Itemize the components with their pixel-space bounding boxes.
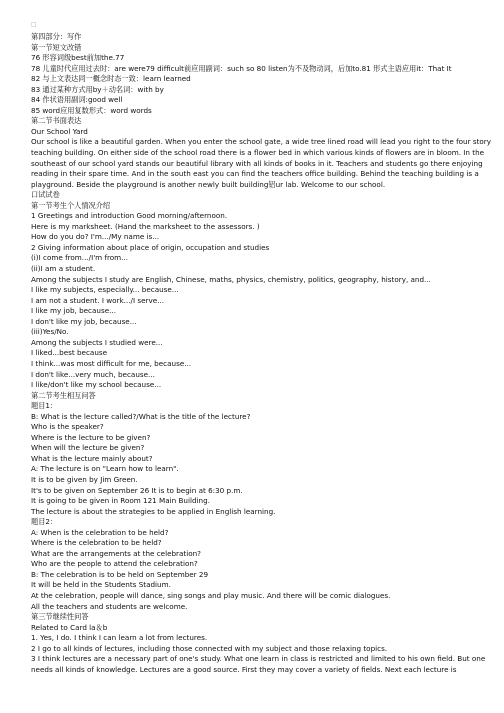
text-line: I am not a student. I work.../I serve...	[31, 295, 165, 305]
text-line: 第一节考生个人情况介绍	[31, 200, 111, 210]
text-line: I like my subjects, especially... because...	[31, 285, 179, 295]
school-yard-paragraph: Our school is like a beautiful garden. When you enter the school gate, a wide tree lined road will lead you right to the four story teaching building. On either side of the school road there is a flower bed in which various kinds of flowers are in bloom. In the southeast of our school yard stands our beautiful library with all kinds of books in it. Teachers and students go there enjoying reading in their spare time. And in the south east you can find the teachers office building. Behind the teaching building is a playground. Beside the playground is another newly built building铝ur lab. Welcome to our school.	[31, 137, 491, 189]
document-body	[31, 32, 491, 675]
text-line: What is the lecture mainly about?	[31, 453, 153, 463]
text-line: It is to be given by Jim Green.	[31, 474, 138, 484]
text-line: 第二节考生相互问答	[31, 390, 96, 400]
text-line: 2 Giving information about place of origin, occupation and studies	[31, 242, 270, 252]
text-line: B: What is the lecture called?/What is the title of the lecture?	[31, 411, 251, 421]
text-line: 口试试卷	[31, 190, 60, 200]
text-line: (ii)I am a student.	[31, 264, 96, 274]
text-line: 1 Greetings and introduction Good morning/afternoon.	[31, 211, 228, 221]
text-line: (i)I come from.../I'm from...	[31, 253, 129, 263]
text-line: B: The celebration is to be held on September 29	[31, 569, 209, 579]
text-line: 第三节继续性问答	[31, 612, 89, 622]
text-line: I like/don't like my school because...	[31, 380, 162, 390]
text-line: 第一节短文改错	[31, 42, 82, 52]
text-line: It's to be given on September 26 It is to begin at 6:30 p.m.	[31, 485, 243, 495]
text-line: 第二节书面表达	[31, 116, 82, 126]
text-line: I think...was most difficult for me, because...	[31, 358, 192, 368]
text-line: 题目2：	[31, 517, 58, 527]
text-line: 82 与上文表达同一概念时态一致：learn learned	[31, 74, 191, 84]
text-line: When will the lecture be given?	[31, 443, 145, 453]
text-line: 84 作状语用副词:good well	[31, 95, 123, 105]
text-line: 题目1：	[31, 401, 58, 411]
text-line: 78 儿童时代应用过去时：are were79 difficult前应用副词：such so 80 listen为不及物动词，后加to.81 形式主语应用it：That It	[31, 63, 452, 73]
text-line: (iii)Yes/No.	[31, 327, 69, 337]
text-line: 2 I go to all kinds of lectures, including those connected with my subject and those relaxing topics.	[31, 643, 388, 653]
text-line: I like my job, because...	[31, 306, 116, 316]
text-line: 85 word应用复数形式：word words	[31, 105, 152, 115]
text-line: All the teachers and students are welcome.	[31, 601, 188, 611]
text-line: 76 形容词级best前加the.77	[31, 53, 125, 63]
text-line: 83 通过某种方式用by＋动名词：with by	[31, 84, 164, 94]
text-line: What are the arrangements at the celebration?	[31, 548, 202, 558]
text-line: A: When is the celebration to be held?	[31, 527, 169, 537]
text-line: 第四部分：写作	[31, 32, 82, 41]
page-marker: □	[31, 21, 37, 28]
text-line: I liked...best because	[31, 348, 108, 358]
text-line: How do you do? I'm.../My name is...	[31, 232, 160, 242]
text-line: I don't like my job, because...	[31, 316, 137, 326]
text-line: Our School Yard	[31, 126, 88, 136]
text-line: 1. Yes, I do. I think I can learn a lot from lectures.	[31, 633, 208, 643]
middle-section	[31, 190, 491, 654]
text-line: A: The lecture is on "Learn how to learn".	[31, 464, 179, 474]
text-line: I don't like...very much, because...	[31, 369, 155, 379]
text-line: At the celebration, people will dance, sing songs and play music. And there will be comic dialogues.	[31, 590, 391, 600]
text-line: Among the subjects I studied were...	[31, 337, 163, 347]
top-section	[31, 32, 491, 137]
text-line: Who is the speaker?	[31, 422, 104, 432]
text-line: The lecture is about the strategies to be applied in English learning.	[31, 506, 276, 516]
text-line: Who are the people to attend the celebration?	[31, 559, 198, 569]
lecture-paragraph: 3 I think lectures are a necessary part of one's study. What one learn in class is restricted and limited to his own field. But one needs all kinds of knowledge. Lectures are a good source. First they may cover a variety of fields. Next each lecture is	[31, 654, 486, 674]
text-line: Related to Card la＆b	[31, 622, 108, 632]
text-line: Where is the lecture to be given?	[31, 432, 151, 442]
text-line: Among the subjects I study are English, Chinese, maths, physics, chemistry, politics, geography, history, and...	[31, 274, 431, 284]
text-line: It is going to be given in Room 121 Main Building.	[31, 496, 210, 506]
text-line: Here is my marksheet. (Hand the marksheet to the assessors. )	[31, 221, 260, 231]
text-line: Where is the celebration to be held?	[31, 538, 162, 548]
text-line: It will be held in the Students Stadium.	[31, 580, 171, 590]
